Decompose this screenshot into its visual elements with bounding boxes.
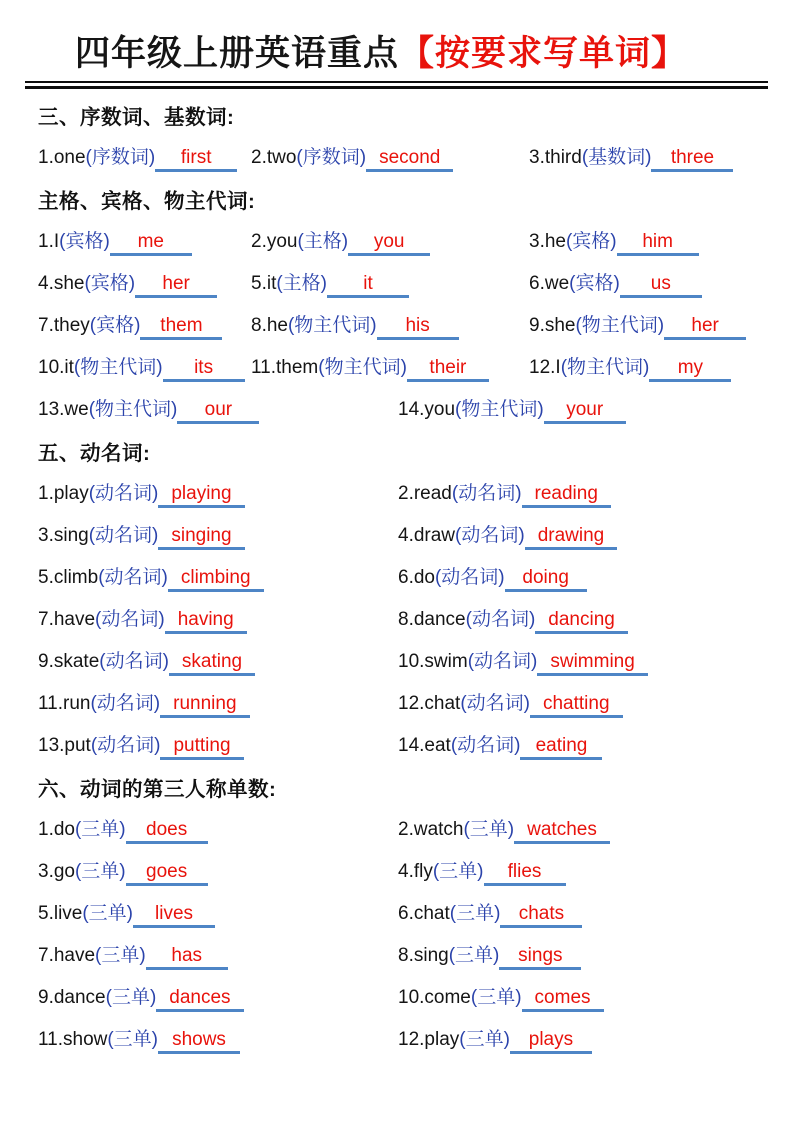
item-tag-cn: (动名词) xyxy=(88,525,159,546)
answer-text: playing xyxy=(171,483,232,504)
answer-blank xyxy=(110,230,192,256)
title-main: 四年级上册英语重点 xyxy=(75,34,400,73)
exercise-item xyxy=(38,898,398,928)
answer-blank xyxy=(158,1028,240,1054)
answer-blank xyxy=(165,608,247,634)
answer-blank xyxy=(163,356,245,382)
answer-blank xyxy=(158,482,244,508)
exercise-item xyxy=(251,352,529,382)
answer-blank xyxy=(514,818,610,844)
exercise-item xyxy=(38,1024,398,1054)
item-tag-cn: (动名词) xyxy=(95,609,165,630)
answer-text: him xyxy=(642,231,673,252)
item-word: 3.third xyxy=(529,147,582,168)
exercise-item xyxy=(38,352,251,382)
item-tag-cn: (动名词) xyxy=(460,693,530,714)
item-word: 6.we xyxy=(529,273,570,294)
exercise-item xyxy=(38,310,251,340)
item-tag-cn: (物主代词) xyxy=(560,357,650,378)
exercise-item xyxy=(398,898,755,928)
answer-blank xyxy=(168,566,264,592)
exercise-item xyxy=(38,604,398,634)
answer-blank xyxy=(133,902,215,928)
title-highlight: 【按要求写单词】 xyxy=(399,34,688,73)
exercise-row xyxy=(38,304,755,346)
answer-text: drawing xyxy=(537,525,605,546)
answer-blank xyxy=(160,692,249,718)
item-tag-cn: (三单) xyxy=(459,1029,510,1050)
answer-text: singing xyxy=(171,525,232,546)
item-tag-cn: (三单) xyxy=(463,819,515,840)
item-tag-cn: (宾格) xyxy=(59,231,110,252)
answer-text: them xyxy=(160,315,203,336)
answer-blank xyxy=(530,692,623,718)
exercise-item xyxy=(38,562,398,592)
item-word: 8.he xyxy=(251,315,288,336)
item-tag-cn: (三单) xyxy=(432,861,484,882)
exercise-row xyxy=(38,472,755,514)
item-word: 11.run xyxy=(38,693,91,714)
item-word: 13.we xyxy=(38,399,89,420)
exercise-item xyxy=(529,268,755,298)
exercise-item xyxy=(398,1024,755,1054)
answer-blank xyxy=(126,860,208,886)
exercise-item xyxy=(38,688,398,718)
item-tag-cn: (动名词) xyxy=(90,735,161,756)
answer-blank xyxy=(158,524,244,550)
item-tag-cn: (三单) xyxy=(449,903,501,924)
item-tag-cn: (三单) xyxy=(82,903,134,924)
item-tag-cn: (物主代词) xyxy=(318,357,407,378)
item-word: 14.eat xyxy=(398,735,451,756)
item-word: 3.go xyxy=(38,861,75,882)
answer-text: skating xyxy=(181,651,243,672)
exercise-item xyxy=(398,394,755,424)
exercise-item xyxy=(398,520,755,550)
item-word: 4.fly xyxy=(398,861,433,882)
answer-text: doing xyxy=(522,567,569,588)
answer-text: me xyxy=(137,231,164,252)
exercise-row xyxy=(38,976,755,1018)
answer-text: flies xyxy=(507,861,542,882)
answer-blank xyxy=(366,146,453,172)
item-tag-cn: (动名词) xyxy=(450,735,521,756)
item-tag-cn: (序数词) xyxy=(85,147,156,168)
item-word: 4.she xyxy=(38,273,85,294)
answer-blank xyxy=(169,650,255,676)
exercise-row xyxy=(38,640,755,682)
answer-text: you xyxy=(373,231,405,252)
item-tag-cn: (基数词) xyxy=(581,147,652,168)
exercise-item xyxy=(529,310,755,340)
answer-text: its xyxy=(194,357,214,378)
answer-blank xyxy=(537,650,647,676)
item-word: 9.she xyxy=(529,315,576,336)
answer-text: goes xyxy=(146,861,188,882)
answer-blank xyxy=(377,314,459,340)
exercise-item xyxy=(38,814,398,844)
exercise-row xyxy=(38,346,755,388)
item-word: 8.sing xyxy=(398,945,449,966)
answer-text: second xyxy=(379,147,441,168)
answer-blank xyxy=(140,314,222,340)
item-word: 6.do xyxy=(398,567,435,588)
answer-blank xyxy=(135,272,217,298)
section-heading: 五、动名词: xyxy=(38,442,151,465)
item-word: 2.read xyxy=(398,483,452,504)
exercise-item xyxy=(251,226,529,256)
answer-blank xyxy=(520,734,602,760)
answer-blank xyxy=(484,860,566,886)
exercise-item xyxy=(38,856,398,886)
item-word: 13.put xyxy=(38,735,91,756)
exercise-row xyxy=(38,388,755,430)
item-word: 5.live xyxy=(38,903,83,924)
item-tag-cn: (三单) xyxy=(448,945,500,966)
exercise-item xyxy=(38,142,251,172)
item-word: 12.play xyxy=(398,1029,460,1050)
item-tag-cn: (动名词) xyxy=(451,483,522,504)
answer-text: having xyxy=(177,609,234,630)
answer-text: your xyxy=(566,399,604,420)
answer-blank xyxy=(525,524,618,550)
answer-text: my xyxy=(677,357,704,378)
item-tag-cn: (三单) xyxy=(107,1029,159,1050)
worksheet-body xyxy=(0,89,793,1060)
title-block xyxy=(0,0,793,89)
answer-text: her xyxy=(691,315,719,336)
answer-blank xyxy=(160,734,243,760)
answer-blank xyxy=(499,944,581,970)
answer-text: climbing xyxy=(180,567,251,588)
answer-blank xyxy=(535,608,628,634)
answer-blank xyxy=(522,482,611,508)
answer-text: us xyxy=(650,273,671,294)
answer-blank xyxy=(664,314,746,340)
exercise-row xyxy=(38,808,755,850)
item-word: 7.have xyxy=(38,945,96,966)
item-tag-cn: (三单) xyxy=(95,945,146,966)
exercise-item xyxy=(398,856,755,886)
item-word: 10.swim xyxy=(398,651,468,672)
title-divider xyxy=(25,81,768,89)
item-tag-cn: (物主代词) xyxy=(455,399,544,420)
answer-blank xyxy=(126,818,208,844)
exercise-item xyxy=(398,940,755,970)
exercise-row xyxy=(38,682,755,724)
answer-text: first xyxy=(180,147,212,168)
answer-blank xyxy=(649,356,731,382)
exercise-item xyxy=(398,814,755,844)
exercise-row xyxy=(38,934,755,976)
item-tag-cn: (动名词) xyxy=(455,525,525,546)
answer-text: does xyxy=(146,819,188,840)
item-tag-cn: (物主代词) xyxy=(287,315,377,336)
item-word: 3.he xyxy=(529,231,566,252)
item-word: 1.play xyxy=(38,483,89,504)
item-word: 4.draw xyxy=(398,525,456,546)
answer-text: running xyxy=(173,693,237,714)
exercise-item xyxy=(251,142,529,172)
item-word: 5.climb xyxy=(38,567,99,588)
item-word: 11.show xyxy=(38,1029,108,1050)
exercise-item xyxy=(38,982,398,1012)
answer-text: sings xyxy=(518,945,563,966)
item-word: 14.you xyxy=(398,399,456,420)
answer-blank xyxy=(505,566,587,592)
answer-text: comes xyxy=(534,987,591,1008)
item-word: 8.dance xyxy=(398,609,466,630)
exercise-item xyxy=(38,478,398,508)
exercise-item xyxy=(38,730,398,760)
item-tag-cn: (主格) xyxy=(276,273,328,294)
item-tag-cn: (三单) xyxy=(74,819,126,840)
item-word: 10.come xyxy=(398,987,471,1008)
item-word: 6.chat xyxy=(398,903,450,924)
answer-text: their xyxy=(429,357,467,378)
answer-blank xyxy=(155,146,237,172)
item-word: 10.it xyxy=(38,357,74,378)
exercise-item xyxy=(38,646,398,676)
exercise-item xyxy=(398,730,755,760)
exercise-item xyxy=(251,310,529,340)
page-title xyxy=(25,32,768,76)
answer-blank xyxy=(510,1028,592,1054)
item-tag-cn: (物主代词) xyxy=(575,315,665,336)
answer-text: chatting xyxy=(542,693,610,714)
answer-text: watches xyxy=(527,819,597,840)
answer-text: her xyxy=(162,273,190,294)
exercise-item xyxy=(398,478,755,508)
exercise-item xyxy=(529,142,755,172)
answer-text: our xyxy=(204,399,233,420)
item-word: 1.I xyxy=(38,231,60,252)
section-heading: 三、序数词、基数词: xyxy=(38,106,235,129)
exercise-row xyxy=(38,556,755,598)
answer-text: plays xyxy=(528,1029,574,1050)
exercise-row xyxy=(38,598,755,640)
item-tag-cn: (三单) xyxy=(470,987,522,1008)
exercise-row xyxy=(38,262,755,304)
item-word: 7.have xyxy=(38,609,96,630)
item-tag-cn: (宾格) xyxy=(89,315,141,336)
item-word: 3.sing xyxy=(38,525,89,546)
exercise-item xyxy=(398,688,755,718)
item-tag-cn: (动名词) xyxy=(434,567,505,588)
answer-text: three xyxy=(670,147,715,168)
item-tag-cn: (序数词) xyxy=(296,147,367,168)
exercise-item xyxy=(398,646,755,676)
item-tag-cn: (动名词) xyxy=(90,693,161,714)
answer-text: chats xyxy=(518,903,565,924)
answer-blank xyxy=(522,986,604,1012)
item-word: 1.do xyxy=(38,819,75,840)
answer-text: shows xyxy=(172,1029,226,1050)
item-word: 12.I xyxy=(529,357,561,378)
answer-blank xyxy=(156,986,243,1012)
exercise-row xyxy=(38,724,755,766)
item-tag-cn: (三单) xyxy=(74,861,126,882)
item-tag-cn: (动名词) xyxy=(465,609,536,630)
answer-blank xyxy=(617,230,699,256)
item-word: 2.watch xyxy=(398,819,464,840)
exercise-item xyxy=(38,226,251,256)
answer-text: dances xyxy=(169,987,231,1008)
item-word: 5.it xyxy=(251,273,277,294)
item-tag-cn: (三单) xyxy=(105,987,157,1008)
exercise-item xyxy=(38,268,251,298)
item-word: 1.one xyxy=(38,147,86,168)
exercise-item xyxy=(529,226,755,256)
answer-blank xyxy=(620,272,702,298)
answer-blank xyxy=(407,356,489,382)
answer-blank xyxy=(327,272,409,298)
answer-text: reading xyxy=(534,483,598,504)
answer-blank xyxy=(544,398,626,424)
exercise-item xyxy=(398,562,755,592)
exercise-row xyxy=(38,892,755,934)
item-word: 7.they xyxy=(38,315,90,336)
item-tag-cn: (动名词) xyxy=(88,483,159,504)
exercise-item xyxy=(529,352,755,382)
exercise-item xyxy=(251,268,529,298)
answer-text: has xyxy=(171,945,203,966)
answer-text: his xyxy=(405,315,430,336)
answer-text: lives xyxy=(155,903,194,924)
answer-text: putting xyxy=(173,735,231,756)
item-tag-cn: (动名词) xyxy=(467,651,538,672)
exercise-row xyxy=(38,1018,755,1060)
answer-text: it xyxy=(363,273,373,294)
answer-blank xyxy=(651,146,733,172)
item-tag-cn: (宾格) xyxy=(569,273,620,294)
item-word: 11.them xyxy=(251,357,319,378)
exercise-row xyxy=(38,220,755,262)
exercise-item xyxy=(398,982,755,1012)
item-word: 9.skate xyxy=(38,651,100,672)
item-tag-cn: (宾格) xyxy=(565,231,617,252)
item-tag-cn: (物主代词) xyxy=(73,357,163,378)
item-word: 12.chat xyxy=(398,693,461,714)
exercise-row xyxy=(38,514,755,556)
section-heading: 主格、宾格、物主代词: xyxy=(38,190,256,213)
exercise-item xyxy=(38,394,398,424)
item-word: 2.two xyxy=(251,147,297,168)
exercise-item xyxy=(398,604,755,634)
answer-blank xyxy=(348,230,430,256)
item-word: 2.you xyxy=(251,231,298,252)
exercise-row xyxy=(38,136,755,178)
exercise-item xyxy=(38,940,398,970)
answer-blank xyxy=(177,398,259,424)
exercise-row xyxy=(38,850,755,892)
item-tag-cn: (主格) xyxy=(297,231,349,252)
answer-text: eating xyxy=(535,735,588,756)
section-heading: 六、动词的第三人称单数: xyxy=(38,778,277,801)
answer-text: dancing xyxy=(548,609,615,630)
exercise-item xyxy=(38,520,398,550)
answer-blank xyxy=(500,902,582,928)
item-tag-cn: (动名词) xyxy=(99,651,169,672)
item-tag-cn: (宾格) xyxy=(84,273,136,294)
item-tag-cn: (物主代词) xyxy=(88,399,178,420)
answer-text: swimming xyxy=(550,651,635,672)
answer-blank xyxy=(146,944,228,970)
item-tag-cn: (动名词) xyxy=(98,567,168,588)
item-word: 9.dance xyxy=(38,987,106,1008)
